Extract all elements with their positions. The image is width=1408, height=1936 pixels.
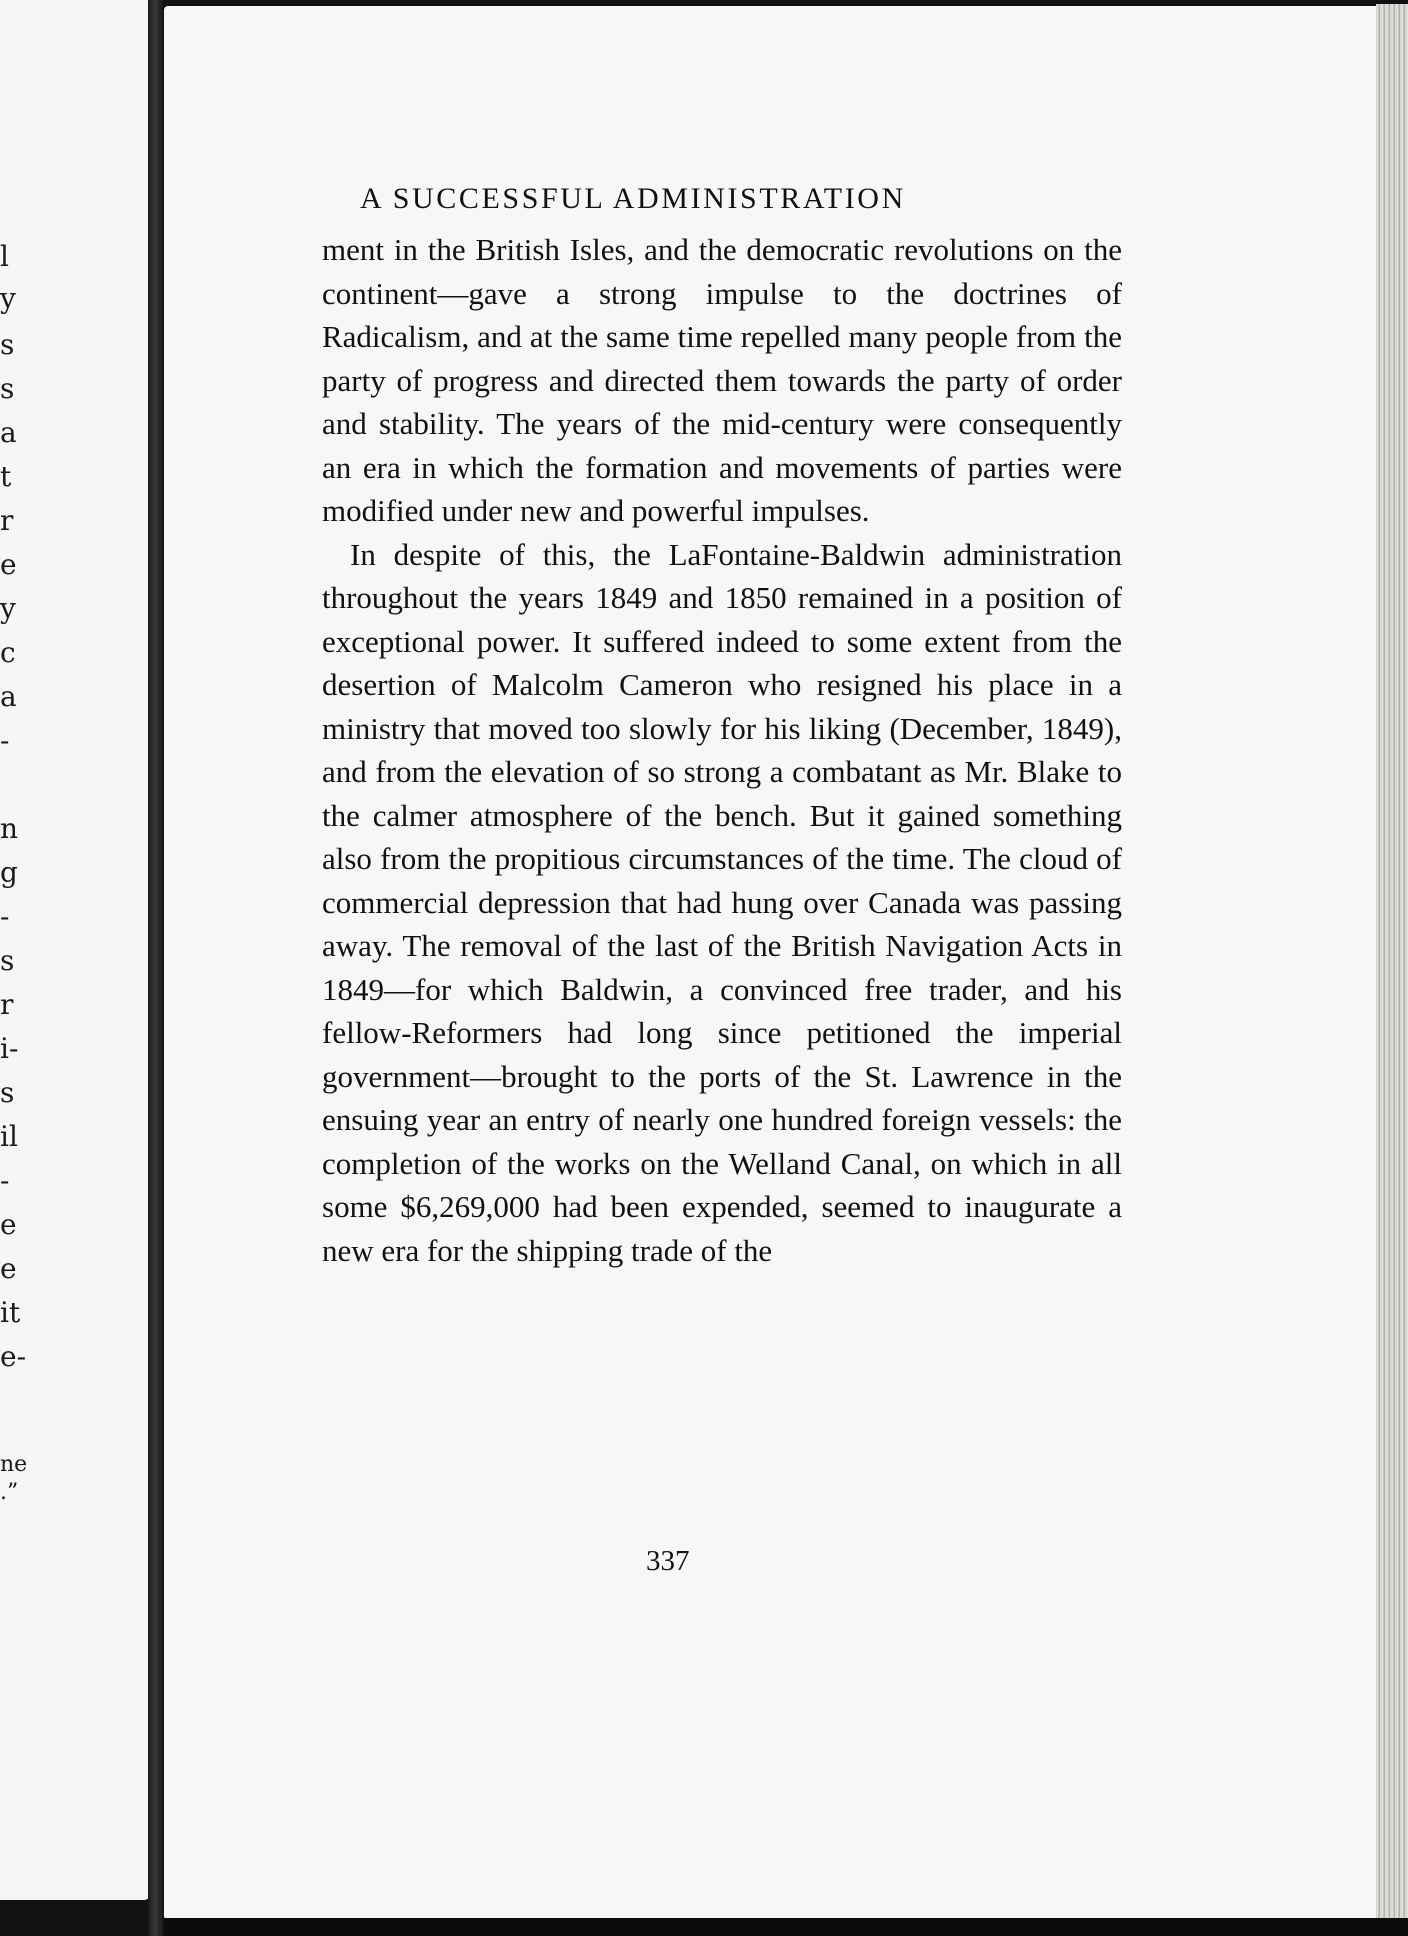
fragment: s xyxy=(0,1076,15,1109)
facing-page-edge xyxy=(0,0,150,1900)
fragment: ne xyxy=(0,1452,28,1477)
fragment: it xyxy=(0,1296,21,1329)
fragment: s xyxy=(0,944,15,977)
fragment: r xyxy=(0,988,14,1021)
fragment: g xyxy=(0,856,18,889)
fragment: a xyxy=(0,416,17,449)
fragment: e- xyxy=(0,1340,27,1373)
fragment: y xyxy=(0,592,16,625)
fragment: r xyxy=(0,504,14,537)
fragment: c xyxy=(0,636,16,669)
fragment: - xyxy=(0,724,10,757)
fragment: e xyxy=(0,548,17,581)
scan-shadow xyxy=(164,1918,1408,1936)
fragment: s xyxy=(0,328,15,361)
fragment: y xyxy=(0,282,16,315)
fragment: .” xyxy=(0,1480,19,1505)
running-head: A SUCCESSFUL ADMINISTRATION xyxy=(360,182,906,215)
fragment: il xyxy=(0,1120,18,1153)
fragment: i- xyxy=(0,1032,19,1065)
fragment: - xyxy=(0,1164,10,1197)
fragment: l xyxy=(0,240,9,273)
page-number: 337 xyxy=(646,1545,690,1577)
paragraph: ment in the British Isles, and the democratic revolutions on the continent—gave a strong impulse to the doctrines of Radicalism, and at the same time repelled many people from the party of progress and directed them towards the party of order and stability. The years of the mid-century were consequently an era in which the formation and movements of parties were modified under new and powerful impulses. xyxy=(322,232,1122,528)
fragment: e xyxy=(0,1208,17,1241)
paragraph: In despite of this, the LaFontaine-Baldwin administration throughout the years 1849 and 1850 remained in a position of exceptional power. It suffered indeed to some extent from the desertion of Malcolm Cameron who resigned his place in a ministry that moved too slowly for his liking (December, 1849), and from the elevation of so strong a combatant as Mr. Blake to the calmer atmosphere of the bench. But it gained something also from the propitious circumstances of the time. The cloud of commercial depression that had hung over Canada was passing away. The removal of the last of the British Navigation Acts in 1849—for which Baldwin, a convinced free trader, and his fellow-Reformers had long since petitioned the imperial government—brought to the ports of the St. Lawrence in the ensuing year an entry of nearly one hundred foreign vessels: the completion of the works on the Welland Canal, on which in all some $6,269,000 had been expended, seemed to inaugurate a new era for the shipping trade of the xyxy=(322,536,1122,1268)
fragment: e xyxy=(0,1252,17,1285)
page-edges xyxy=(1376,4,1408,1924)
page-content xyxy=(322,182,1122,1272)
fragment: a xyxy=(0,680,17,713)
fragment: - xyxy=(0,900,10,933)
fragment: t xyxy=(0,460,12,493)
fragment: s xyxy=(0,372,15,405)
fragment: n xyxy=(0,812,19,845)
